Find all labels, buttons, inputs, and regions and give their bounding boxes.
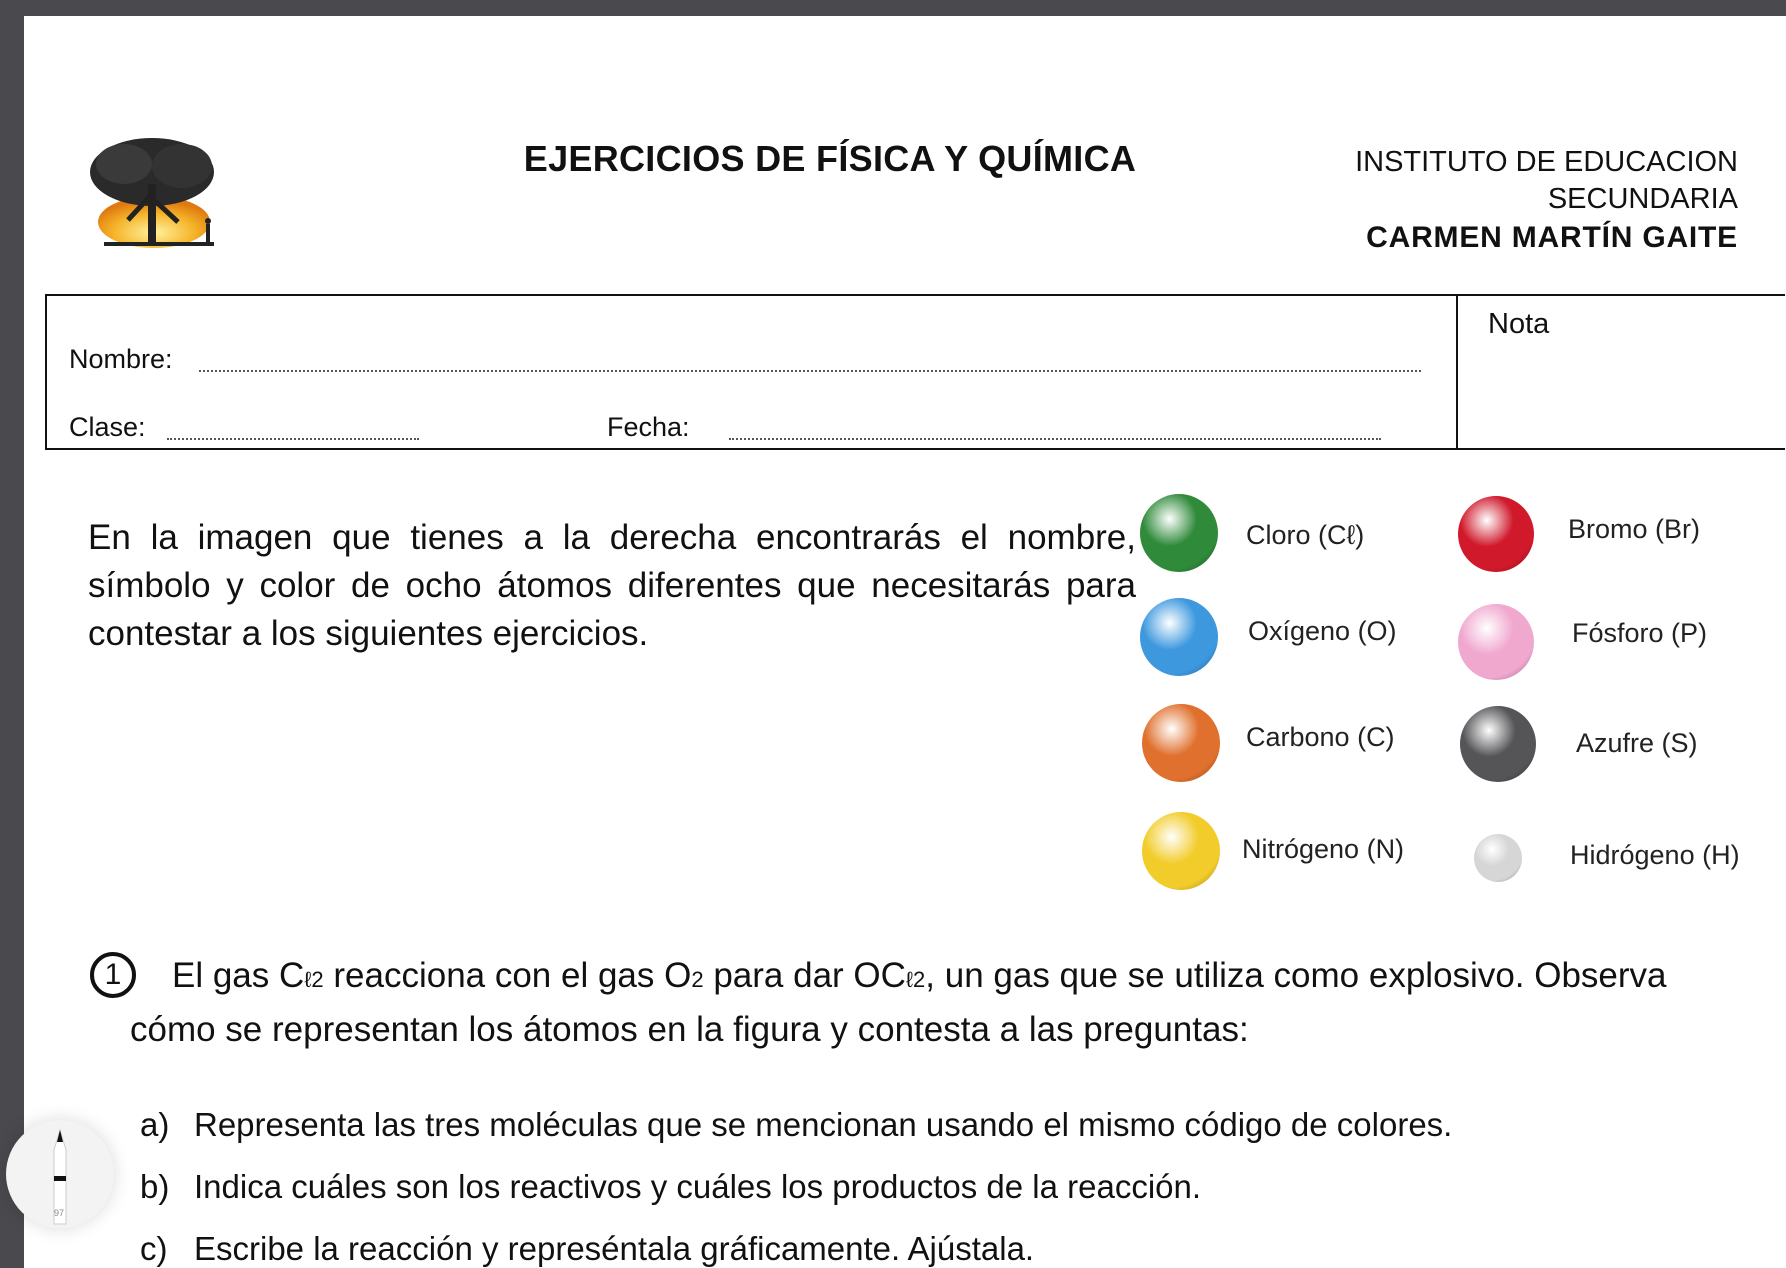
subquestion-a <box>140 1106 1452 1144</box>
subquestion-c-letter: c) <box>140 1230 168 1267</box>
question-1-line-2: cómo se representan los átomos en la figura y contesta a las preguntas: <box>130 1010 1249 1049</box>
intro-paragraph: En la imagen que tienes a la derecha encontrarás el nombre, símbolo y color de ocho átomos diferentes que necesitarás para contestar a los siguientes ejercicios. <box>88 518 1136 653</box>
pencil-badge: 97 <box>54 1208 65 1218</box>
subquestion-a-text: Representa las tres moléculas que se mencionan usando el mismo código de colores. <box>194 1106 1453 1143</box>
nota-divider <box>1456 296 1458 450</box>
class-label: Clase: <box>69 412 146 442</box>
atom-label-oxygen: Oxígeno (O) <box>1248 616 1397 646</box>
atom-label-carbon: Carbono (C) <box>1246 722 1395 752</box>
atom-label-chlorine: Cloro (Cℓ) <box>1246 520 1365 550</box>
atom-ball-bromine <box>1458 496 1534 572</box>
school-name <box>1355 144 1738 258</box>
atom-ball-hydrogen <box>1474 834 1522 882</box>
atom-label-bromine: Bromo (Br) <box>1568 514 1701 544</box>
subquestion-c <box>140 1230 1034 1268</box>
q1-text-d: , un gas que se utiliza como explosivo. Observa <box>925 956 1667 995</box>
subquestion-b <box>140 1168 1201 1206</box>
atom-label-nitrogen: Nitrógeno (N) <box>1242 834 1405 864</box>
question-1-line-1 <box>172 956 1667 996</box>
subquestion-a-letter: a) <box>140 1106 170 1143</box>
school-line-3: CARMEN MARTÍN GAITE <box>1366 221 1738 254</box>
student-info-box <box>45 294 1785 450</box>
date-label: Fecha: <box>607 412 690 442</box>
grade-label: Nota <box>1488 308 1550 340</box>
school-line-2: SECUNDARIA <box>1547 183 1738 215</box>
q1-o2-subscript: 2 <box>691 967 704 992</box>
atom-ball-oxygen <box>1140 598 1218 676</box>
atom-ball-sulfur <box>1460 706 1536 782</box>
atom-ball-phosphorus <box>1458 604 1534 680</box>
atom-label-sulfur: Azufre (S) <box>1576 728 1698 758</box>
page-title: EJERCICIOS DE FÍSICA Y QUÍMICA <box>523 138 1137 179</box>
atom-label-phosphorus: Fósforo (P) <box>1572 618 1708 648</box>
q1-text-a: El gas C <box>172 956 305 995</box>
school-line-1: INSTITUTO DE EDUCACION <box>1355 146 1738 178</box>
q1-cl2-subscript-a: ℓ2 <box>304 967 324 992</box>
question-number-circle: 1 <box>90 952 136 998</box>
name-field[interactable] <box>199 370 1421 372</box>
subquestion-b-text: Indica cuáles son los reactivos y cuáles los productos de la reacción. <box>194 1168 1202 1205</box>
atom-ball-nitrogen <box>1142 812 1220 890</box>
date-field[interactable] <box>729 438 1381 440</box>
atom-ball-chlorine <box>1140 494 1218 572</box>
q1-text-b: reacciona con el gas O <box>323 956 692 995</box>
worksheet-page <box>24 16 1786 1268</box>
pencil-tool-button[interactable] <box>6 1120 114 1228</box>
q1-text-c: para dar OC <box>703 956 906 995</box>
subquestion-b-letter: b) <box>140 1168 170 1205</box>
name-label: Nombre: <box>69 344 173 374</box>
subquestion-c-text: Escribe la reacción y represéntala gráficamente. Ajústala. <box>194 1230 1035 1267</box>
atom-ball-carbon <box>1142 704 1220 782</box>
q1-cl2-subscript-b: ℓ2 <box>905 967 926 992</box>
atom-label-hydrogen: Hidrógeno (H) <box>1570 840 1740 870</box>
class-field[interactable] <box>167 438 419 440</box>
